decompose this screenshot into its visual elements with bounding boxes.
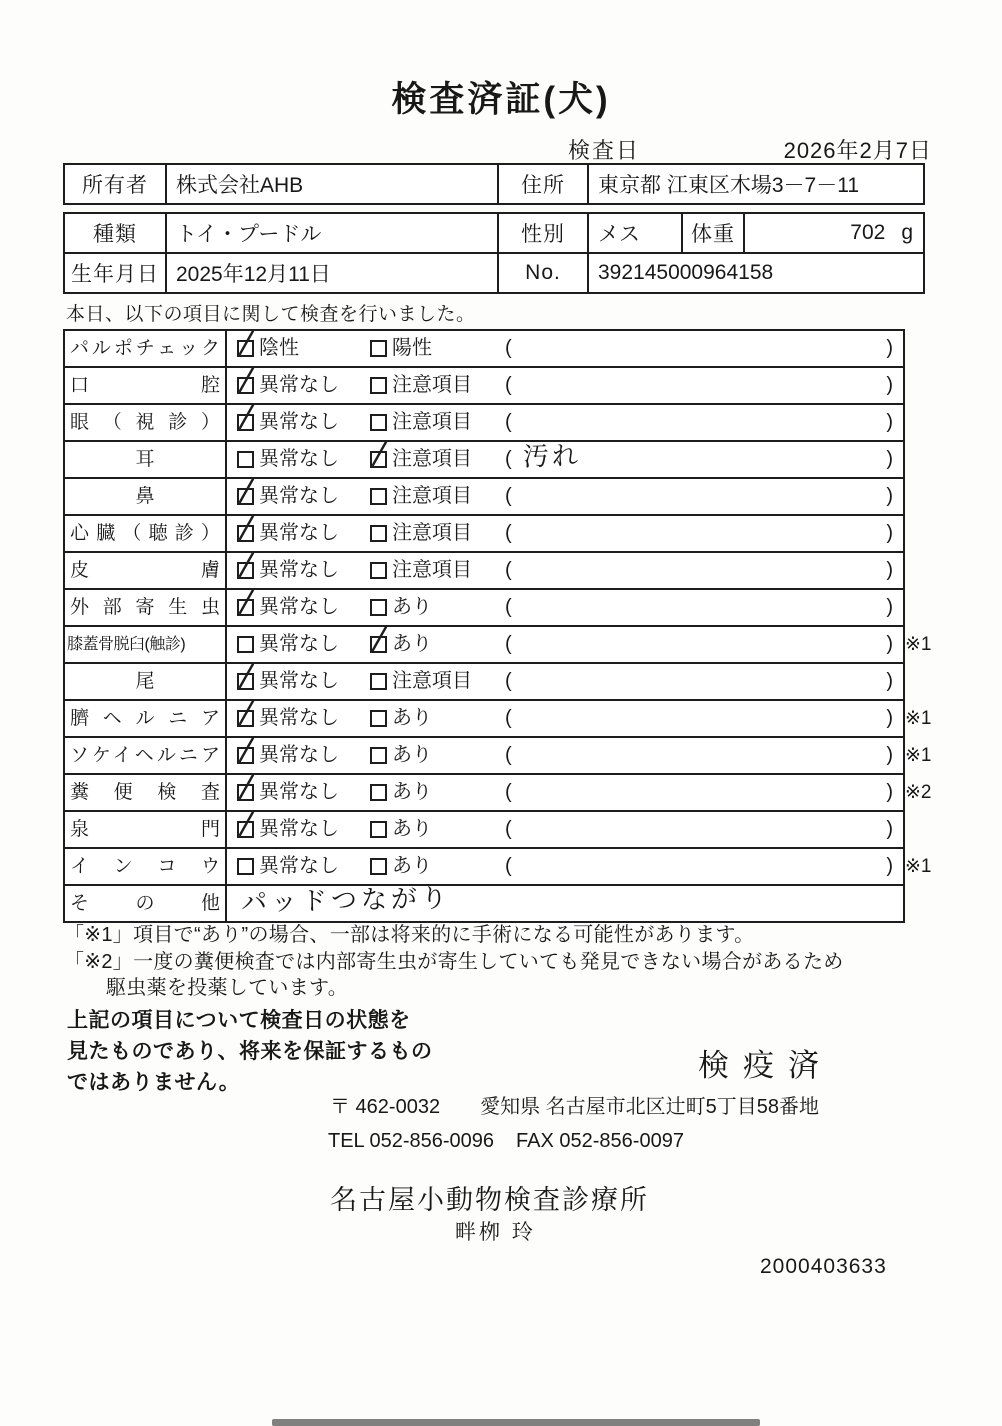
option-1 <box>237 553 339 588</box>
row-label: ソケイヘルニア <box>65 738 227 773</box>
table-row <box>65 849 932 886</box>
row-label: 膝蓋骨脱臼(触診) <box>65 627 227 662</box>
checkbox-label: あり <box>392 818 432 840</box>
intro-text: 本日、以下の項目に関して検査を行いました。 <box>66 304 476 325</box>
paren-close: ) <box>886 448 893 470</box>
checkbox-label: 異常なし <box>259 744 339 766</box>
reference-mark: ※1 <box>905 856 932 877</box>
checkbox-checked <box>237 710 254 727</box>
paren-open: ( <box>505 818 512 840</box>
table-row <box>65 368 903 405</box>
checkbox-checked <box>237 747 254 764</box>
reference-mark: ※2 <box>905 782 932 803</box>
examination-table <box>63 329 932 923</box>
checkbox-label: 注意項目 <box>392 411 472 433</box>
option-1 <box>237 516 339 551</box>
checkbox-label: あり <box>392 855 432 877</box>
checkbox-checked <box>237 414 254 431</box>
checkbox-unchecked <box>370 599 387 616</box>
option-1 <box>237 405 339 440</box>
checkbox-unchecked <box>370 488 387 505</box>
footnote-2: 「※2」一度の糞便検査では内部寄生虫が寄生していても発見できない場合があるため <box>64 950 844 973</box>
option-1 <box>237 849 339 884</box>
row-label: 尾 <box>65 664 227 699</box>
row-content <box>227 812 903 847</box>
fax-number: FAX 052-856-0097 <box>516 1130 684 1152</box>
table-row <box>65 701 932 738</box>
checkbox-label: 陰性 <box>259 337 299 359</box>
checkbox-unchecked <box>237 451 254 468</box>
checkbox-unchecked <box>370 377 387 394</box>
paren-close: ) <box>886 485 893 507</box>
option-1 <box>237 479 339 514</box>
paren-close: ) <box>886 818 893 840</box>
row-content <box>227 627 903 662</box>
row-content <box>227 331 903 366</box>
breed-label: 種類 <box>93 223 137 246</box>
exam-date-value: 2026年2月7日 <box>783 138 932 163</box>
table-row <box>65 738 932 775</box>
table-row <box>65 252 923 292</box>
disclaimer-line-2: 見たものであり、将来を保証するもの <box>67 1040 433 1063</box>
tel-number: TEL 052-856-0096 <box>328 1130 495 1152</box>
checkbox-unchecked <box>370 340 387 357</box>
owner-label: 所有者 <box>82 174 148 197</box>
option-1 <box>237 627 339 662</box>
table-row <box>65 627 932 664</box>
checkbox-label: 異常なし <box>259 559 339 581</box>
checkbox-label: 異常なし <box>259 596 339 618</box>
address-label: 住所 <box>497 165 587 203</box>
paren-open: ( <box>505 744 512 766</box>
animal-info-table <box>63 212 925 294</box>
checkbox-unchecked <box>370 710 387 727</box>
owner-address-table <box>63 163 925 205</box>
checkbox-checked <box>237 525 254 542</box>
row-content <box>227 368 903 403</box>
weight-unit: g <box>901 221 913 244</box>
row-content <box>227 775 903 810</box>
checkbox-label: 異常なし <box>259 448 339 470</box>
option-2 <box>370 368 472 403</box>
paren-open: ( <box>505 781 512 803</box>
scan-artifact <box>272 1419 760 1426</box>
paren-open: ( <box>505 411 512 433</box>
row-content <box>227 590 903 625</box>
checkbox-checked <box>370 636 387 653</box>
row-content <box>227 553 903 588</box>
clinic-address: 愛知県 名古屋市北区辻町5丁目58番地 <box>480 1096 820 1118</box>
paren-open: ( <box>505 596 512 618</box>
checkbox-checked <box>237 784 254 801</box>
option-2 <box>370 442 472 477</box>
row-label: 鼻 <box>65 479 227 514</box>
checkbox-unchecked <box>237 858 254 875</box>
paren-close: ) <box>886 855 893 877</box>
checkbox-label: 注意項目 <box>392 522 472 544</box>
checkbox-label: 異常なし <box>259 707 339 729</box>
option-2 <box>370 405 472 440</box>
checkbox-label: 注意項目 <box>392 670 472 692</box>
checkbox-checked <box>237 562 254 579</box>
checkbox-unchecked <box>237 636 254 653</box>
row-label: 臍ヘルニア <box>65 701 227 736</box>
paren-open: ( <box>505 374 512 396</box>
table-row <box>65 165 923 203</box>
checkbox-label: 異常なし <box>259 633 339 655</box>
checkbox-checked <box>237 377 254 394</box>
checkbox-label: あり <box>392 781 432 803</box>
examiner-name: 畔栁 玲 <box>455 1221 536 1244</box>
row-content <box>227 701 903 736</box>
birthdate-value: 2025年12月11日 <box>165 254 497 292</box>
table-row <box>65 516 903 553</box>
option-2 <box>370 664 472 699</box>
checkbox-label: 異常なし <box>259 485 339 507</box>
paren-close: ) <box>886 522 893 544</box>
row-label: 眼（視診） <box>65 405 227 440</box>
option-1 <box>237 738 339 773</box>
paren-open: ( <box>505 485 512 507</box>
paren-open: ( <box>505 855 512 877</box>
option-1 <box>237 590 339 625</box>
option-1 <box>237 812 339 847</box>
footnotes <box>64 922 844 1002</box>
clinic-address-line <box>330 1090 819 1119</box>
paren-close: ) <box>886 374 893 396</box>
checkbox-label: あり <box>392 633 432 655</box>
option-1 <box>237 331 299 366</box>
option-2 <box>370 849 432 884</box>
checkbox-label: 陽性 <box>392 337 432 359</box>
breed-value: トイ・プードル <box>165 214 497 252</box>
checkbox-label: 異常なし <box>259 670 339 692</box>
row-label: 外部寄生虫 <box>65 590 227 625</box>
page-title: 検査済証(犬) <box>391 80 611 119</box>
row-content <box>227 442 903 477</box>
disclaimer-line-1: 上記の項目について検査日の状態を <box>67 1009 411 1032</box>
row-label: 泉門 <box>65 812 227 847</box>
checkbox-label: 異常なし <box>259 522 339 544</box>
footnote-1: 「※1」項目で“あり”の場合、一部は将来的に手術になる可能性があります。 <box>64 924 755 946</box>
paren-close: ) <box>886 707 893 729</box>
weight-label: 体重 <box>681 214 743 252</box>
checkbox-label: 注意項目 <box>392 448 472 470</box>
table-row <box>65 479 903 516</box>
contact-line <box>328 1130 684 1153</box>
paren-close: ) <box>886 411 893 433</box>
disclaimer-text <box>67 1005 433 1098</box>
handwritten-note: 汚れ <box>522 440 582 472</box>
paren-open: ( <box>505 522 512 544</box>
disclaimer-line-3: ではありません。 <box>67 1071 241 1094</box>
checkbox-checked <box>237 488 254 505</box>
row-label: インコウ <box>65 849 227 884</box>
option-2 <box>370 701 432 736</box>
serial-number: 2000403633 <box>760 1255 887 1278</box>
weight-value-cell <box>743 214 923 252</box>
checkbox-label: 異常なし <box>259 374 339 396</box>
table-row <box>65 664 903 701</box>
row-label: 心臓（聴診） <box>65 516 227 551</box>
row-label: パルポチェック <box>65 331 227 366</box>
paren-close: ) <box>886 670 893 692</box>
option-2 <box>370 627 432 662</box>
checkbox-label: 異常なし <box>259 781 339 803</box>
table-row <box>65 214 923 252</box>
checkbox-label: あり <box>392 744 432 766</box>
paren-close: ) <box>886 596 893 618</box>
checkbox-unchecked <box>370 673 387 690</box>
table-row <box>65 442 903 479</box>
paren-close: ) <box>886 781 893 803</box>
row-content <box>227 849 903 884</box>
option-2 <box>370 553 472 588</box>
row-content <box>227 664 903 699</box>
row-content <box>227 516 903 551</box>
option-2 <box>370 331 432 366</box>
paren-open: ( <box>505 670 512 692</box>
birthdate-label: 生年月日 <box>71 263 159 286</box>
checkbox-label: 異常なし <box>259 855 339 877</box>
checkbox-label: 異常なし <box>259 411 339 433</box>
paren-close: ) <box>886 633 893 655</box>
table-row <box>65 812 903 849</box>
option-1 <box>237 701 339 736</box>
paren-open: ( <box>505 707 512 729</box>
paren-open: ( <box>505 633 512 655</box>
row-label: 糞便検査 <box>65 775 227 810</box>
option-2 <box>370 516 472 551</box>
checkbox-unchecked <box>370 525 387 542</box>
paren-open: ( <box>505 559 512 581</box>
checkbox-unchecked <box>370 821 387 838</box>
checkbox-label: 異常なし <box>259 818 339 840</box>
table-row <box>65 331 903 368</box>
checkbox-label: あり <box>392 596 432 618</box>
option-1 <box>237 664 339 699</box>
reference-mark: ※1 <box>905 745 932 766</box>
row-label: 口腔 <box>65 368 227 403</box>
option-1 <box>237 368 339 403</box>
option-2 <box>370 812 432 847</box>
row-label: その他 <box>65 886 227 921</box>
address-value: 東京都 江東区木場3－7－11 <box>587 165 923 203</box>
checkbox-unchecked <box>370 562 387 579</box>
number-value: 392145000964158 <box>587 254 923 292</box>
option-2 <box>370 590 432 625</box>
table-row <box>65 553 903 590</box>
paren-open: ( <box>505 448 512 470</box>
row-content <box>227 479 903 514</box>
table-row <box>65 882 903 921</box>
paren-close: ) <box>886 744 893 766</box>
row-label: 耳 <box>65 442 227 477</box>
reference-mark: ※1 <box>905 634 932 655</box>
checkbox-unchecked <box>370 784 387 801</box>
checkbox-label: 注意項目 <box>392 374 472 396</box>
row-content <box>227 405 903 440</box>
postal-code: 〒 462-0032 <box>330 1096 441 1118</box>
handwritten-note: パッドつながり <box>240 882 452 918</box>
paren-open: ( <box>505 337 512 359</box>
checkbox-unchecked <box>370 747 387 764</box>
option-2 <box>370 775 432 810</box>
clinic-name: 名古屋小動物検査診療所 <box>330 1185 649 1215</box>
paren-close: ) <box>886 337 893 359</box>
reference-mark: ※1 <box>905 708 932 729</box>
checkbox-checked <box>370 451 387 468</box>
checkbox-checked <box>237 673 254 690</box>
checkbox-checked <box>237 821 254 838</box>
exam-date-label: 検査日 <box>568 138 641 163</box>
sex-value: メス <box>587 214 681 252</box>
option-2 <box>370 479 472 514</box>
checkbox-checked <box>237 340 254 357</box>
owner-value: 株式会社AHB <box>165 165 497 203</box>
sex-label: 性別 <box>497 214 587 252</box>
paren-close: ) <box>886 559 893 581</box>
checkbox-label: 注意項目 <box>392 559 472 581</box>
checkbox-checked <box>237 599 254 616</box>
footnote-2-continued: 駆虫薬を投薬しています。 <box>106 977 348 999</box>
checkbox-unchecked <box>370 414 387 431</box>
row-content <box>227 738 903 773</box>
table-row <box>65 775 932 812</box>
row-content <box>227 882 903 921</box>
option-1 <box>237 775 339 810</box>
weight-value: 702 <box>850 221 886 244</box>
number-label: No. <box>497 254 587 292</box>
checkbox-label: あり <box>392 707 432 729</box>
row-label: 皮膚 <box>65 553 227 588</box>
checkbox-unchecked <box>370 858 387 875</box>
option-1 <box>237 442 339 477</box>
quarantine-stamp: 検疫済 <box>698 1048 833 1083</box>
checkbox-label: 注意項目 <box>392 485 472 507</box>
option-2 <box>370 738 432 773</box>
table-row <box>65 590 903 627</box>
table-row <box>65 405 903 442</box>
